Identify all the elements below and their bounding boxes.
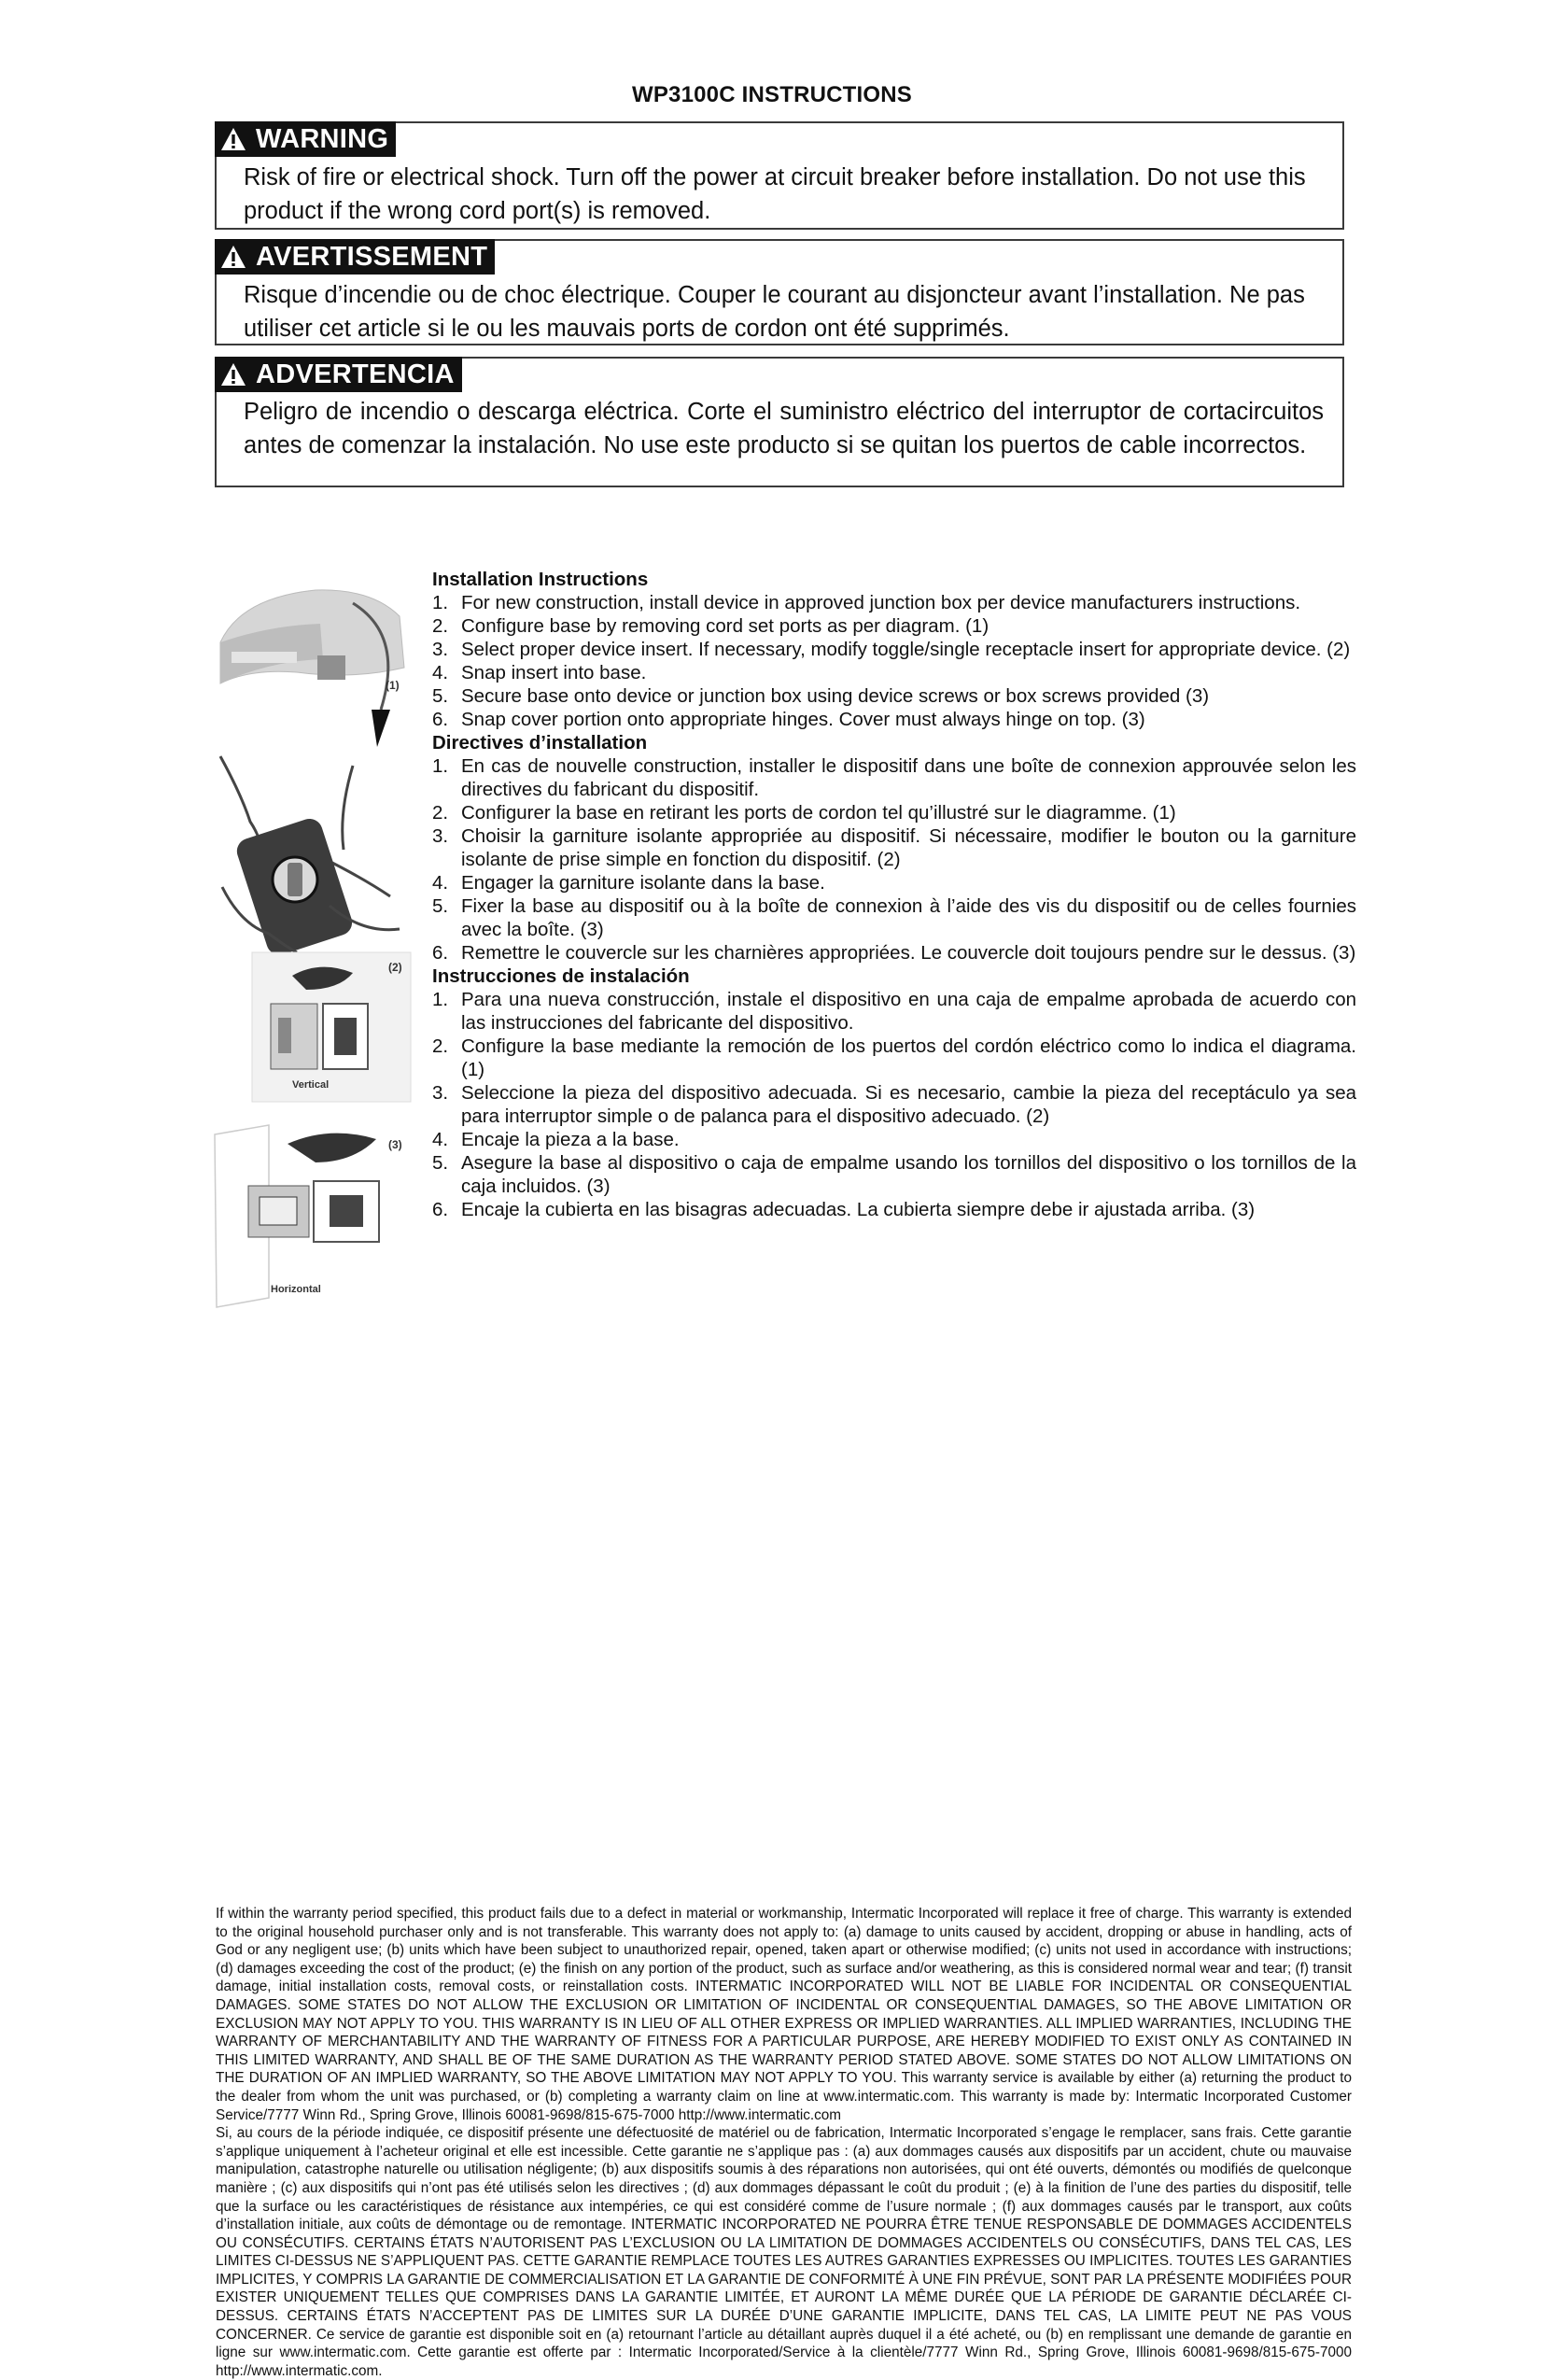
step-item xyxy=(432,941,1356,965)
step-text: Engager la garniture isolante dans la base. xyxy=(461,872,825,894)
step-number: 5. xyxy=(432,685,449,707)
warning-box-es xyxy=(215,357,1344,487)
step-text: Configure la base mediante la remoción de los puertos del cordón eléctrico como lo indica el diagrama. (1) xyxy=(461,1035,1356,1080)
section-heading: Installation Instructions xyxy=(432,569,649,590)
step-number: 6. xyxy=(432,709,449,730)
step-text: Remettre le couvercle sur les charnières appropriées. Le couvercle doit toujours pendre sur le dessus. (3) xyxy=(461,942,1356,964)
step-item xyxy=(432,638,1356,661)
step-item xyxy=(432,894,1356,941)
figure-3-label: (3) xyxy=(388,1138,402,1151)
step-text: Fixer la base au dispositif ou à la boîte de connexion à l’aide des vis du dispositif ou de celles fournies avec la boîte. (3) xyxy=(461,895,1356,940)
step-text: Secure base onto device or junction box using device screws or box screws provided (3) xyxy=(461,685,1210,707)
step-item xyxy=(432,1035,1356,1081)
warning-tag xyxy=(215,239,495,275)
instructions xyxy=(432,568,1356,1221)
step-number: 5. xyxy=(432,1152,449,1174)
warning-box-en xyxy=(215,121,1344,230)
warning-triangle-icon xyxy=(220,245,246,269)
warning-label: ADVERTENCIA xyxy=(256,359,455,389)
steps-list xyxy=(432,988,1356,1221)
step-number: 3. xyxy=(432,825,449,847)
step-number: 4. xyxy=(432,872,449,894)
step-number: 2. xyxy=(432,1035,449,1057)
figure-1-label: (1) xyxy=(386,679,400,692)
step-text: Choisir la garniture isolante appropriée au dispositif. Si nécessaire, modifier le bouton ou la garniture isolante de prise simple en fonction du dispositif. (2) xyxy=(461,825,1356,870)
step-text: Snap cover portion onto appropriate hinges. Cover must always hinge on top. (3) xyxy=(461,709,1145,730)
warning-label: WARNING xyxy=(256,123,389,154)
step-text: Seleccione la pieza del dispositivo adecuada. Si es necesario, cambie la pieza del receptáculo ya sea para interruptor simple o de palanca para el dispositivo adecuado. (2) xyxy=(461,1082,1356,1127)
steps-list xyxy=(432,591,1356,731)
illustration-svg xyxy=(213,579,424,1317)
step-text: Select proper device insert. If necessary, modify toggle/single receptacle insert for appropriate device. (2) xyxy=(461,639,1351,660)
warranty-english: If within the warranty period specified, this product fails due to a defect in material or workmanship, Intermatic Incorporated will replace it free of charge. This warranty is extended to the original household purchaser only and is not transferable. This warranty does not apply to: (a) damage to units caused by accident, dropping or abuse in handling, acts of God or any negligent use; (b) units which have been subject to unauthorized repair, opened, taken apart or otherwise modified; (c) units not used in accordance with instructions; (d) damages exceeding the cost of the product; (e) the finish on any portion of the product, such as surface and/or weathering, as this is considered normal wear and tear; (f) transit damage, initial installation costs, removal costs, or reinstallation costs. INTERMATIC INCORPORATED WILL NOT BE LIABLE FOR INCIDENTAL OR CONSEQUENTIAL DAMAGES. SOME STATES DO NOT ALLOW THE EXCLUSION OR LIMITATION OF INCIDENTAL OR CONSEQUENTIAL DAMAGES, SO THE ABOVE LIMITATION OR EXCLUSION MAY NOT APPLY TO YOU. THIS WARRANTY IS IN LIEU OF ALL OTHER EXPRESS OR IMPLIED WARRANTIES. ALL IMPLIED WARRANTIES, INCLUDING THE WARRANTY OF MERCHANTABILITY AND THE WARRANTY OF FITNESS FOR A PARTICULAR PURPOSE, ARE HEREBY MODIFIED TO EXIST ONLY AS CONTAINED IN THIS LIMITED WARRANTY, AND SHALL BE OF THE SAME DURATION AS THE WARRANTY PERIOD STATED ABOVE. SOME STATES DO NOT ALLOW LIMITATIONS ON THE DURATION OF AN IMPLIED WARRANTY, SO THE ABOVE LIMITATION MAY NOT APPLY TO YOU. This warranty service is available by either (a) returning the product to the dealer from whom the unit was purchased, or (b) completing a warranty claim on line at www.intermatic.com. This warranty is made by: Intermatic Incorporated Customer Service/7777 Winn Rd., Spring Grove, Illinois 60081-9698/815-675-7000 http://www.intermatic.com xyxy=(216,1906,1352,2123)
warning-box-fr xyxy=(215,239,1344,345)
instructions-section-fr xyxy=(432,731,1356,965)
warranty-french: Si, au cours de la période indiquée, ce dispositif présente une défectuosité de matériel ou de fabrication, Intermatic Incorporated s’engage le remplacer, sans frais. Cette garantie s’applique uniquement à l’acheteur original et elle est incessible. Cette garantie ne s’applique pas : (a) aux dommages causés aux dispositifs par un accident, chute ou mauvaise manipulation, catastrophe naturelle ou utilisation négligente; (b) aux dispositifs soumis à des réparations non autorisées, qui ont été ouverts, démontés ou modifiés de quelconque manière ; (c) aux dispositifs qui n’ont pas été utilisés selon les directives ; (d) aux dommages dépassant le coût du produit ; (e) à la finition de l’une des parties du dispositif, telle que la surface ou les caractéristiques de résistance aux intempéries, ce qui est considéré comme de l’usure normale ; (f) aux dommages causés par le transport, aux coûts d’installation initiale, aux coûts de démontage ou de remontage. INTERMATIC INCORPORATED NE POURRA ÊTRE TENUE RESPONSABLE DE DOMMAGES ACCIDENTELS OU CONSÉCUTIFS. CERTAINS ÉTATS N’AUTORISENT PAS L’EXCLUSION OU LA LIMITATION DE DOMMAGES ACCIDENTELS OU CONSÉCUTIFS, DANS TEL CAS, LES LIMITES CI-DESSUS NE S’APPLIQUENT PAS. CETTE GARANTIE REMPLACE TOUTES LES AUTRES GARANTIES EXPRESSES OU IMPLICITES. TOUTES LES GARANTIES IMPLICITES, Y COMPRIS LA GARANTIE DE COMMERCIALISATION ET LA GARANTIE DE CONFORMITÉ À UNE FIN PRÉVUE, SONT PAR LA PRÉSENTE MODIFIÉES POUR EXISTER UNIQUEMENT TELLES QUE COMPRISES DANS LA GARANTIE LIMITÉE, ET AURONT LA MÊME DURÉE QUE LA PÉRIODE DE GARANTIE DÉCLARÉE CI-DESSUS. CERTAINS ÉTATS N’ACCEPTENT PAS DE LIMITES SUR LA DURÉE D’UNE GARANTIE IMPLICITE, DANS TEL CAS, LA LIMITE PEUT NE PAS VOUS CONCERNER. Ce service de garantie est disponible soit en (a) retournant l’article au détaillant auprès duquel il a été acheté, ou (b) en remplissant une demande de garantie en ligne sur www.intermatic.com. Cette garantie est offerte par : Intermatic Incorporated/Service à la clientèle/7777 Winn Rd., Spring Grove, Illinois 60081-9698/815-675-7000 http://www.intermatic.com. xyxy=(216,2125,1352,2379)
step-item xyxy=(432,1081,1356,1128)
step-item xyxy=(432,684,1356,708)
step-text: Asegure la base al dispositivo o caja de empalme usando los tornillos del dispositivo o los tornillos de la caja incluidos. (3) xyxy=(461,1152,1356,1197)
step-item xyxy=(432,801,1356,824)
step-text: Encaje la cubierta en las bisagras adecuadas. La cubierta siempre debe ir ajustada arriba. (3) xyxy=(461,1199,1256,1220)
warning-text: Risque d’incendie ou de choc électrique. Couper le courant au disjoncteur avant l’installation. Ne pas utiliser cet article si le ou les mauvais ports de cordon ont été supprimés. xyxy=(244,282,1305,342)
steps-list xyxy=(432,754,1356,965)
step-number: 3. xyxy=(432,639,449,660)
warning-text: Peligro de incendio o descarga eléctrica. Corte el suministro eléctrico del interruptor de cortacircuitos antes de comenzar la instalación. No use este producto si se quitan los puertos de cable incorrectos. xyxy=(244,399,1324,458)
step-item xyxy=(432,661,1356,684)
step-item xyxy=(432,591,1356,614)
horizontal-label: Horizontal xyxy=(271,1284,321,1295)
vertical-label: Vertical xyxy=(292,1079,330,1091)
step-item xyxy=(432,1151,1356,1198)
section-heading: Directives d’installation xyxy=(432,732,648,753)
warning-triangle-icon xyxy=(220,127,246,151)
step-item xyxy=(432,1198,1356,1221)
warning-label: AVERTISSEMENT xyxy=(256,241,488,272)
figure-2 xyxy=(252,952,411,1102)
step-number: 4. xyxy=(432,662,449,683)
step-number: 3. xyxy=(432,1082,449,1104)
step-item xyxy=(432,754,1356,801)
step-item xyxy=(432,614,1356,638)
figure-3 xyxy=(215,1125,402,1307)
warning-text: Risk of fire or electrical shock. Turn off the power at circuit breaker before installation. Do not use this product if the wrong cord port(s) is removed. xyxy=(244,164,1306,224)
step-item xyxy=(432,1128,1356,1151)
figure-hands xyxy=(220,756,400,958)
step-number: 1. xyxy=(432,755,449,777)
step-text: En cas de nouvelle construction, installer le dispositif dans une boîte de connexion approuvée selon les directives du fabricant du dispositif. xyxy=(461,755,1356,800)
step-item xyxy=(432,824,1356,871)
warning-tag xyxy=(215,121,396,157)
instructions-section-en xyxy=(432,568,1356,731)
step-text: Configurer la base en retirant les ports de cordon tel qu’illustré sur le diagramme. (1) xyxy=(461,802,1176,824)
document-title: WP3100C INSTRUCTIONS xyxy=(631,82,913,107)
installation-illustrations xyxy=(213,579,424,1317)
step-number: 5. xyxy=(432,895,449,917)
figure-2-label: (2) xyxy=(388,961,402,974)
step-number: 6. xyxy=(432,1199,449,1220)
step-number: 2. xyxy=(432,802,449,824)
step-number: 4. xyxy=(432,1129,449,1150)
step-text: For new construction, install device in approved junction box per device manufacturers instructions. xyxy=(461,592,1301,613)
section-heading: Instrucciones de instalación xyxy=(432,965,690,987)
figure-1 xyxy=(220,590,404,747)
step-item xyxy=(432,988,1356,1035)
warranty-text xyxy=(216,1905,1352,2380)
step-item xyxy=(432,708,1356,731)
instructions-section-es xyxy=(432,965,1356,1221)
step-item xyxy=(432,871,1356,894)
step-number: 1. xyxy=(432,989,449,1010)
step-text: Para una nueva construcción, instale el dispositivo en una caja de empalme aprobada de acuerdo con las instrucciones del fabricante del dispositivo. xyxy=(461,989,1356,1034)
warning-triangle-icon xyxy=(220,362,246,387)
step-number: 6. xyxy=(432,942,449,964)
warning-tag xyxy=(215,357,462,392)
step-text: Encaje la pieza a la base. xyxy=(461,1129,680,1150)
step-number: 1. xyxy=(432,592,449,613)
step-text: Snap insert into base. xyxy=(461,662,647,683)
step-number: 2. xyxy=(432,615,449,637)
step-text: Configure base by removing cord set ports as per diagram. (1) xyxy=(461,615,990,637)
